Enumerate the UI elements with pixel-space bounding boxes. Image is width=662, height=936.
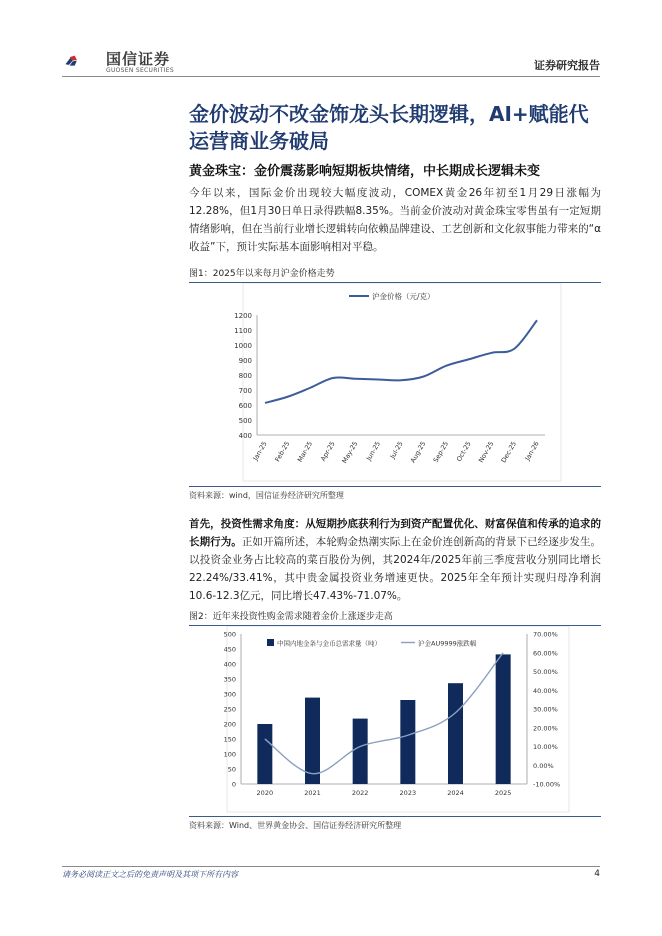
y-tick-label: 1100 bbox=[234, 327, 252, 335]
x-tick-label: Jan-25 bbox=[251, 440, 269, 462]
right-y-tick-label: 50.00% bbox=[533, 668, 558, 676]
guosen-logo-icon bbox=[64, 44, 104, 78]
left-y-tick-label: 0 bbox=[231, 780, 236, 789]
gold-demand-combo-chart bbox=[189, 626, 601, 814]
x-tick-label: 2024 bbox=[447, 789, 464, 797]
x-tick-label: May-25 bbox=[340, 440, 360, 465]
x-tick-label: 2022 bbox=[351, 789, 369, 797]
x-tick-label: Feb-25 bbox=[273, 440, 292, 464]
left-y-tick-label: 200 bbox=[223, 720, 236, 729]
bar-gold-demand bbox=[496, 654, 511, 784]
right-y-tick-label: 20.00% bbox=[533, 724, 558, 733]
left-y-tick-label: 450 bbox=[223, 645, 236, 654]
figure-1-title: 图1：2025年以来每月沪金价格走势 bbox=[189, 266, 601, 283]
right-y-tick-label: -10.00% bbox=[533, 780, 561, 789]
right-y-tick-label: 10.00% bbox=[533, 743, 558, 751]
right-y-tick-label: 60.00% bbox=[533, 649, 558, 658]
paragraph-1: 今年以来，国际金价出现较大幅度波动，COMEX黄金26年初至1月29日涨幅为12.28%，但1月30日单日录得跌幅8.35%。当前金价波动对黄金珠宝零售虽有一定短期情绪影响，但在当前行业增长逻辑转向依赖品牌建设、工艺创新和文化叙事能力带来的“α收益”下，预计实际基本面影响相对平稳。 bbox=[189, 187, 601, 253]
paragraph-2-lead: 首先，投资性需求角度：从短期抄底获利行为到资产配置优化、财富保值和传承的追求的长期行为。 bbox=[189, 518, 601, 548]
y-tick-label: 500 bbox=[238, 417, 252, 425]
bar-gold-demand bbox=[448, 683, 463, 784]
left-y-tick-label: 150 bbox=[223, 735, 236, 744]
left-y-tick-label: 50 bbox=[227, 765, 236, 774]
left-y-tick-label: 500 bbox=[223, 630, 236, 639]
logo-text-cn: 国信证券 bbox=[106, 50, 171, 68]
y-tick-label: 400 bbox=[238, 432, 252, 440]
y-tick-label: 900 bbox=[238, 357, 252, 365]
x-tick-label: Sep-25 bbox=[431, 440, 451, 464]
left-y-tick-label: 350 bbox=[223, 675, 236, 684]
x-tick-label: Aug-25 bbox=[408, 440, 428, 465]
page-number: 4 bbox=[594, 869, 600, 879]
right-y-tick-label: 70.00% bbox=[533, 630, 558, 639]
x-tick-label: Apr-25 bbox=[319, 440, 337, 463]
figure-2-source: 资料来源：Wind、世界黄金协会、国信证券经济研究所整理 bbox=[189, 816, 601, 831]
left-y-tick-label: 100 bbox=[223, 750, 236, 759]
header-divider bbox=[62, 76, 600, 77]
x-tick-label: 2020 bbox=[256, 789, 274, 797]
bar-gold-demand bbox=[400, 700, 415, 784]
paragraph-2-body: 正如开篇所述，本轮购金热潮实际上在金价连创新高的背景下已经逐步发生。以投资金业务占比较高的菜百股份为例，其2024年/2025年前三季度营收分别同比增长22.24%/33.41%，其中贵金属投资业务增速更快。2025年全年预计实现归母净利润10.6-12.3亿元，同比增长47.43%-71.07%。 bbox=[189, 536, 602, 602]
x-tick-label: Mar-25 bbox=[295, 440, 315, 464]
legend-label-line: 沪金AU9999涨跌幅 bbox=[418, 639, 477, 648]
right-y-tick-label: 0.00% bbox=[533, 761, 554, 770]
right-y-tick-label: 40.00% bbox=[533, 686, 558, 695]
footer-divider bbox=[62, 866, 600, 867]
y-tick-label: 1000 bbox=[234, 342, 252, 350]
left-y-tick-label: 300 bbox=[223, 690, 236, 699]
x-tick-label: Dec-25 bbox=[499, 440, 519, 465]
bar-gold-demand bbox=[353, 719, 368, 784]
gold-price-line-chart bbox=[189, 283, 601, 483]
x-tick-label: Jul-25 bbox=[388, 440, 405, 460]
section-subtitle: 黄金珠宝：金价震荡影响短期板块情绪，中长期成长逻辑未变 bbox=[189, 164, 541, 179]
y-tick-label: 800 bbox=[238, 372, 252, 380]
x-tick-label: 2021 bbox=[304, 789, 321, 797]
x-tick-label: 2023 bbox=[399, 789, 417, 797]
bar-gold-demand bbox=[305, 698, 320, 784]
legend-swatch-bar bbox=[267, 639, 274, 646]
y-tick-label: 600 bbox=[238, 402, 252, 410]
x-tick-label: Oct-25 bbox=[454, 440, 473, 463]
figure-1-source: 资料来源：wind，国信证券经济研究所整理 bbox=[189, 486, 601, 501]
paragraph-2 bbox=[189, 515, 601, 605]
page-title: 金价波动不改金饰龙头长期逻辑，AI+赋能代运营商业务破局 bbox=[189, 102, 589, 153]
legend-label: 沪金价格（元/克） bbox=[372, 292, 435, 301]
figure-2-title: 图2：近年来投资性购金需求随着金价上涨逐步走高 bbox=[189, 609, 601, 626]
left-y-tick-label: 250 bbox=[223, 705, 236, 714]
x-tick-label: 2025 bbox=[494, 789, 512, 797]
disclaimer-note: 请务必阅读正文之后的免责声明及其项下所有内容 bbox=[62, 870, 238, 879]
right-y-tick-label: 30.00% bbox=[533, 705, 558, 714]
y-tick-label: 1200 bbox=[234, 312, 252, 320]
x-tick-label: Jan-26 bbox=[523, 440, 541, 462]
x-tick-label: Nov-25 bbox=[476, 440, 496, 465]
legend-label-bar: 中国内地金条与金币总需求量（吨） bbox=[277, 639, 381, 648]
logo-text-en: GUOSEN SECURITIES bbox=[106, 67, 175, 74]
bar-gold-demand bbox=[257, 724, 272, 784]
y-tick-label: 700 bbox=[238, 387, 252, 395]
x-tick-label: Jun-25 bbox=[364, 440, 383, 462]
report-type-label: 证券研究报告 bbox=[534, 59, 600, 72]
left-y-tick-label: 400 bbox=[223, 660, 236, 669]
